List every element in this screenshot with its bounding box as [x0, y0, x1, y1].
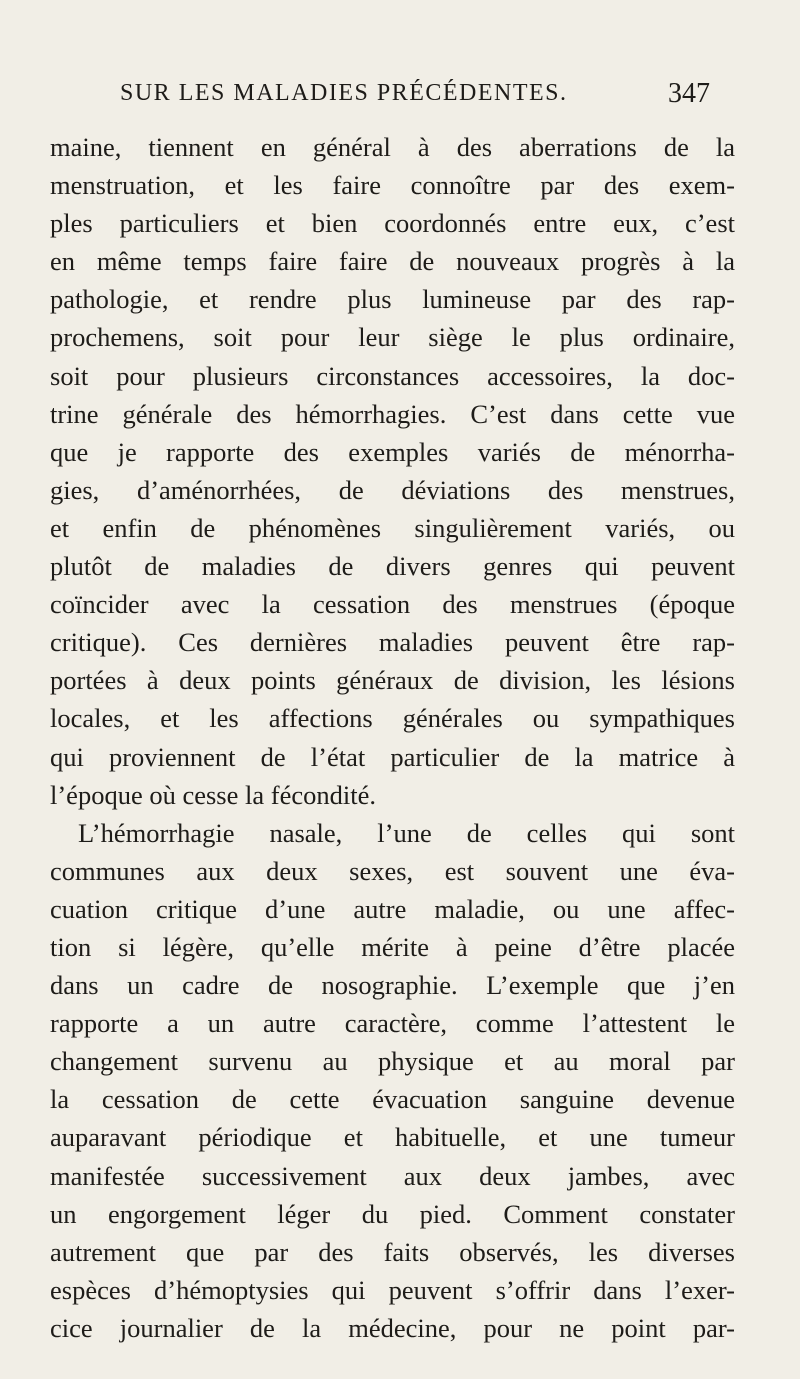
text-line: trine générale des hémorrhagies. C’est dans cette vue [50, 398, 735, 429]
text-line: communes aux deux sexes, est souvent une éva- [50, 855, 735, 886]
text-line: plutôt de maladies de divers genres qui peuvent [50, 551, 735, 582]
text-line: ples particuliers et bien coordonnés entre eux, c’est [50, 208, 735, 239]
text-line: qui proviennent de l’état particulier de la matrice à [50, 741, 735, 772]
text-line: critique). Ces dernières maladies peuvent être rap- [50, 627, 735, 658]
page-header [120, 78, 710, 112]
text-line: pathologie, et rendre plus lumineuse par des rap- [50, 284, 735, 315]
text-line: L’hémorrhagie nasale, l’une de celles qui sont [78, 817, 735, 848]
page-number: 347 [668, 78, 710, 109]
text-line: en même temps faire faire de nouveaux progrès à la [50, 246, 735, 277]
text-line: un engorgement léger du pied. Comment constater [50, 1198, 735, 1229]
text-line: menstruation, et les faire connoître par des exem- [50, 170, 735, 201]
text-line: prochemens, soit pour leur siège le plus ordinaire, [50, 322, 735, 353]
running-head: SUR LES MALADIES PRÉCÉDENTES. [120, 80, 568, 106]
paragraph-1 [50, 128, 735, 814]
text-line: que je rapporte des exemples variés de ménorrha- [50, 436, 735, 467]
text-line: portées à deux points généraux de division, les lésions [50, 665, 735, 696]
text-line: locales, et les affections générales ou sympathiques [50, 703, 735, 734]
text-line: espèces d’hémoptysies qui peuvent s’offrir dans l’exer- [50, 1274, 735, 1305]
text-line: soit pour plusieurs circonstances accessoires, la doc- [50, 360, 735, 391]
body-text [50, 128, 735, 1347]
text-line: auparavant périodique et habituelle, et une tumeur [50, 1122, 735, 1153]
text-line: manifestée successivement aux deux jambes, avec [50, 1160, 735, 1191]
text-line: gies, d’aménorrhées, de déviations des menstrues, [50, 474, 735, 505]
text-line: la cessation de cette évacuation sanguine devenue [50, 1084, 735, 1115]
text-line: dans un cadre de nosographie. L’exemple que j’en [50, 970, 735, 1001]
text-line: changement survenu au physique et au moral par [50, 1046, 735, 1077]
text-line: l’époque où cesse la fécondité. [50, 779, 376, 810]
paragraph-2 [50, 814, 735, 1347]
text-line: rapporte a un autre caractère, comme l’attestent le [50, 1008, 735, 1039]
text-line: cuation critique d’une autre maladie, ou une affec- [50, 893, 735, 924]
text-line: coïncider avec la cessation des menstrues (époque [50, 589, 735, 620]
text-line: autrement que par des faits observés, les diverses [50, 1236, 735, 1267]
text-line: cice journalier de la médecine, pour ne point par- [50, 1312, 735, 1343]
text-line: tion si légère, qu’elle mérite à peine d’être placée [50, 931, 735, 962]
text-line: maine, tiennent en général à des aberrations de la [50, 132, 735, 162]
text-line: et enfin de phénomènes singulièrement variés, ou [50, 512, 735, 543]
